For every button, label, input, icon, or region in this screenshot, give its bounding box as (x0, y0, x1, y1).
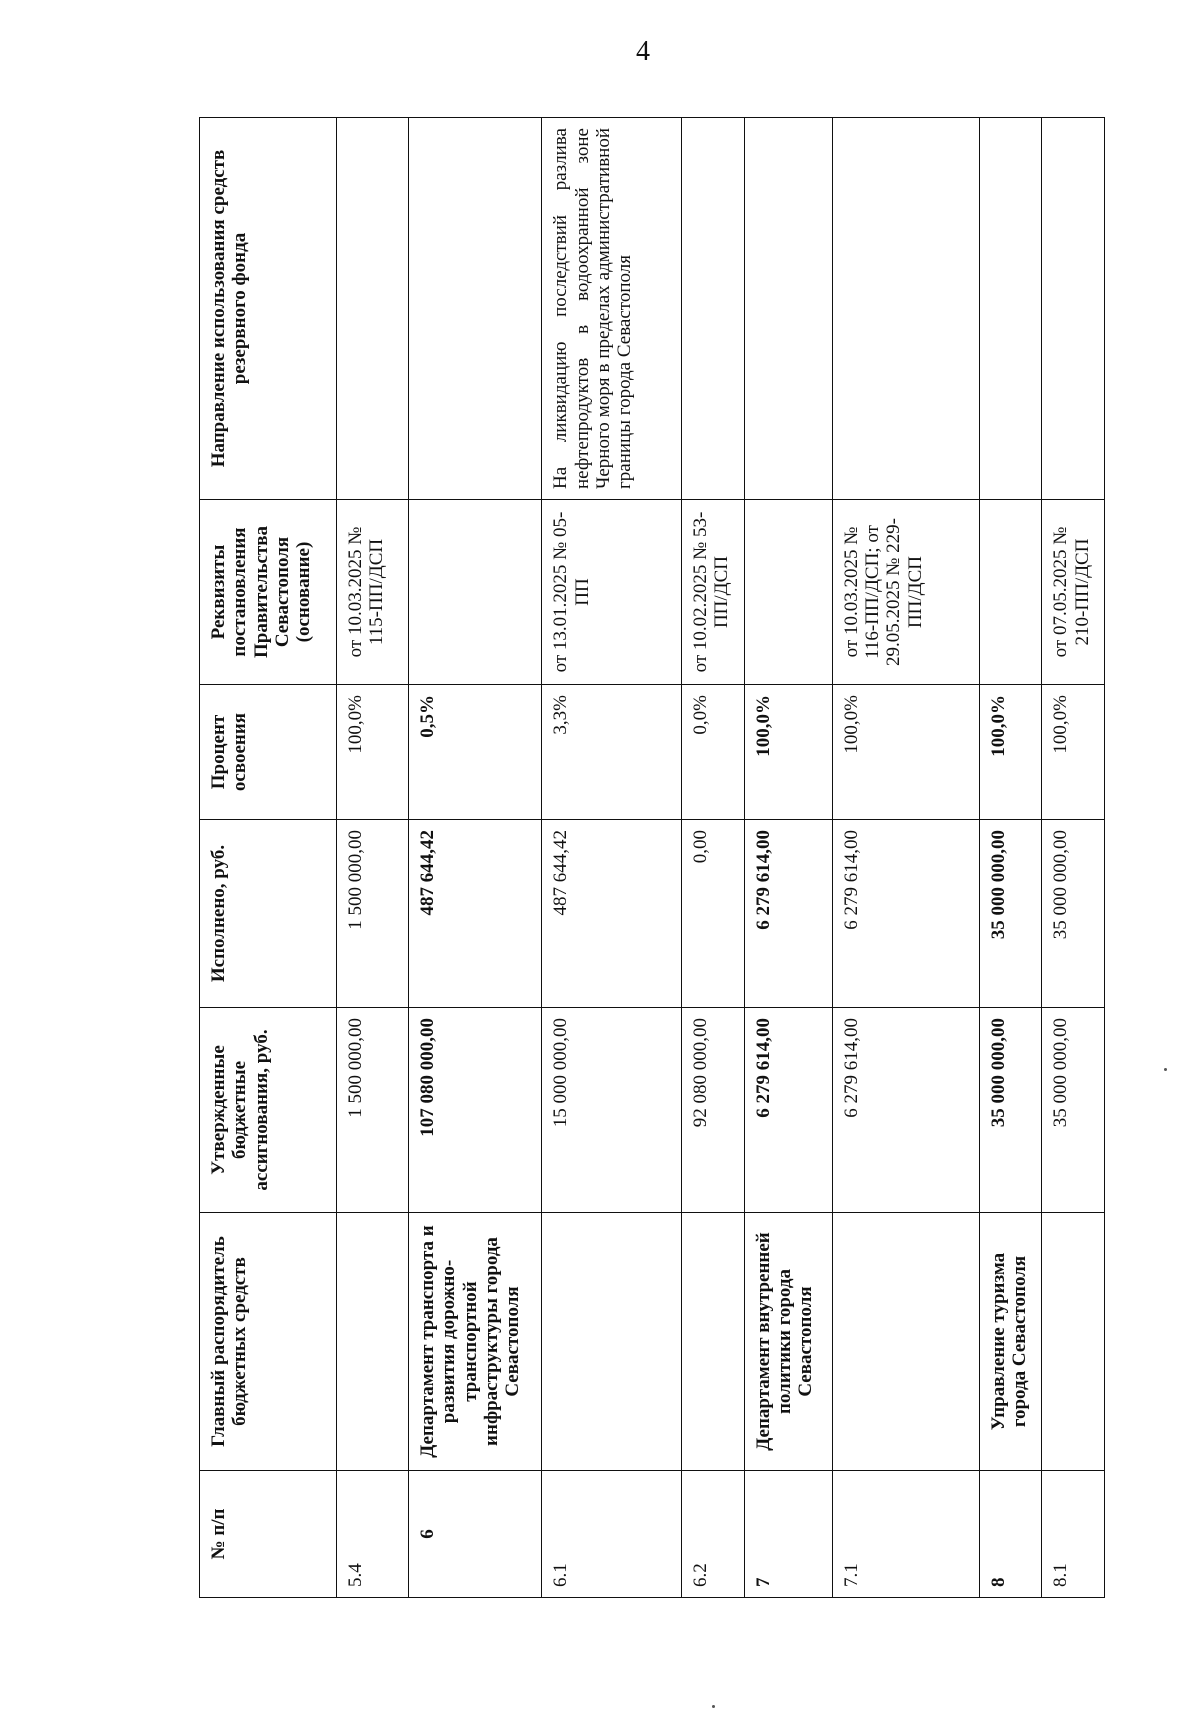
cell-manager (682, 1213, 745, 1471)
cell-percent: 3,3% (542, 685, 682, 820)
table-header-row (200, 118, 337, 1598)
cell-manager (336, 1213, 408, 1471)
cell-percent: 100,0% (832, 685, 979, 820)
rotated-table-container (199, 118, 1105, 1598)
table-row (744, 118, 832, 1598)
cell-manager: Департамент транспорта и развития дорожно-транспортной инфраструктуры города Севастополя (409, 1213, 542, 1471)
cell-approved: 35 000 000,00 (979, 1008, 1042, 1213)
table-row (336, 118, 408, 1598)
cell-direction (744, 118, 832, 500)
cell-executed: 1 500 000,00 (336, 820, 408, 1008)
cell-no: 5.4 (336, 1471, 408, 1598)
cell-no: 8.1 (1042, 1471, 1105, 1598)
cell-decree: от 10.03.2025 № 115-ПП/ДСП (336, 500, 408, 685)
header-manager: Главный распорядитель бюджетных средств (200, 1213, 337, 1471)
cell-executed: 6 279 614,00 (832, 820, 979, 1008)
cell-manager (832, 1213, 979, 1471)
cell-no: 7 (744, 1471, 832, 1598)
cell-approved: 107 080 000,00 (409, 1008, 542, 1213)
cell-approved: 92 080 000,00 (682, 1008, 745, 1213)
cell-executed: 0,00 (682, 820, 745, 1008)
cell-direction (336, 118, 408, 500)
cell-direction (409, 118, 542, 500)
reserve-fund-table (199, 117, 1105, 1598)
cell-decree (979, 500, 1042, 685)
cell-no: 6.1 (542, 1471, 682, 1598)
cell-decree: от 10.03.2025 № 116-ПП/ДСП; от 29.05.2025 № 229-ПП/ДСП (832, 500, 979, 685)
header-no: № п/п (200, 1471, 337, 1598)
cell-percent: 100,0% (979, 685, 1042, 820)
cell-executed: 487 644,42 (542, 820, 682, 1008)
cell-no: 7.1 (832, 1471, 979, 1598)
cell-manager: Департамент внутренней политики города Севастополя (744, 1213, 832, 1471)
header-approved: Утвержденные бюджетные ассигнования, руб. (200, 1008, 337, 1213)
header-direction: Направление использования средств резервного фонда (200, 118, 337, 500)
header-executed: Исполнено, руб. (200, 820, 337, 1008)
cell-manager (542, 1213, 682, 1471)
table-row (832, 118, 979, 1598)
cell-approved: 6 279 614,00 (744, 1008, 832, 1213)
cell-direction (682, 118, 745, 500)
cell-no: 6.2 (682, 1471, 745, 1598)
cell-percent: 100,0% (1042, 685, 1105, 820)
cell-direction (979, 118, 1042, 500)
table-row (409, 118, 542, 1598)
cell-decree (409, 500, 542, 685)
cell-manager (1042, 1213, 1105, 1471)
cell-direction: На ликвидацию последствий разлива нефтепродуктов в водоохранной зоне Черного моря в пределах административной границы города Севастополя (542, 118, 682, 500)
table-row (682, 118, 745, 1598)
scan-speck (1164, 1068, 1167, 1071)
cell-percent: 100,0% (744, 685, 832, 820)
scan-speck (712, 1705, 715, 1708)
cell-percent: 0,5% (409, 685, 542, 820)
cell-no: 6 (409, 1471, 542, 1598)
cell-percent: 0,0% (682, 685, 745, 820)
cell-manager: Управление туризма города Севастополя (979, 1213, 1042, 1471)
cell-no: 8 (979, 1471, 1042, 1598)
table-row (1042, 118, 1105, 1598)
cell-approved: 1 500 000,00 (336, 1008, 408, 1213)
cell-decree: от 13.01.2025 № 05-ПП (542, 500, 682, 685)
cell-decree: от 07.05.2025 № 210-ПП/ДСП (1042, 500, 1105, 685)
cell-decree: от 10.02.2025 № 53-ПП/ДСП (682, 500, 745, 685)
header-percent: Процент освоения (200, 685, 337, 820)
cell-direction (1042, 118, 1105, 500)
cell-decree (744, 500, 832, 685)
cell-executed: 487 644,42 (409, 820, 542, 1008)
header-decree: Реквизиты постановления Правительства Севастополя (основание) (200, 500, 337, 685)
table-row (542, 118, 682, 1598)
cell-executed: 35 000 000,00 (979, 820, 1042, 1008)
page-number: 4 (636, 36, 650, 67)
cell-approved: 35 000 000,00 (1042, 1008, 1105, 1213)
cell-percent: 100,0% (336, 685, 408, 820)
cell-approved: 15 000 000,00 (542, 1008, 682, 1213)
table-row (979, 118, 1042, 1598)
cell-approved: 6 279 614,00 (832, 1008, 979, 1213)
cell-executed: 6 279 614,00 (744, 820, 832, 1008)
cell-executed: 35 000 000,00 (1042, 820, 1105, 1008)
cell-direction (832, 118, 979, 500)
